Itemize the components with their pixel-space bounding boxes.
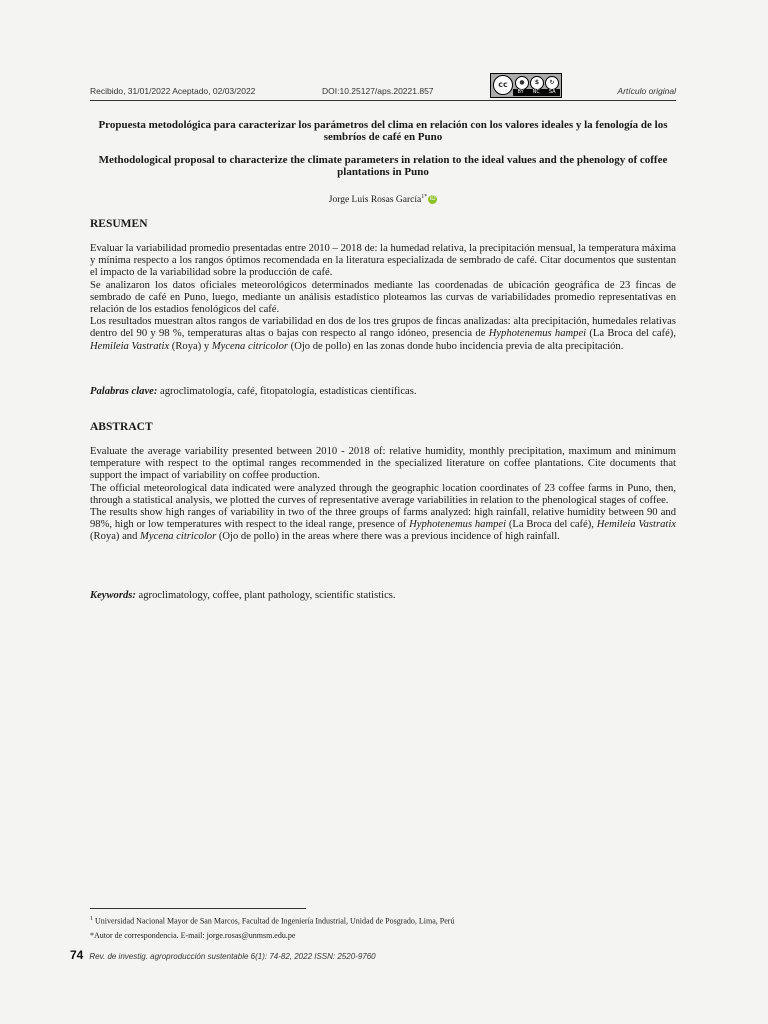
palabras-clave bbox=[90, 386, 676, 397]
palabras-clave-label: Palabras clave: bbox=[90, 386, 158, 397]
abstract-paragraph-1: Evaluate the average variability presented between 2010 - 2018 of: relative humidity, monthly precipitation, maximum and minimum temperature with respect to the optimal ranges recommended in the specialized literature on coffee plantations. Cite documents that support the impact of variability on coffee production. bbox=[90, 446, 676, 482]
resumen-heading: RESUMEN bbox=[90, 218, 148, 230]
license-terms bbox=[513, 89, 560, 96]
abstract-paragraph-2: The official meteorological data indicated were analyzed through the geographic location coordinates of 23 coffee farms in Puno, then, through a statistical analysis, we plotted the curves of representative average variabilities in relation to the phenological stages of coffee. bbox=[90, 482, 676, 506]
resumen-paragraph-3: Los resultados muestran altos rangos de variabilidad en dos de los tres grupos de fincas analizadas: alta precipitación, humedales relativas dentro del 90 y 98 %, temperaturas altas o bajas con respecto al rango idóneo, presencia de Hyphotenemus hampei (La Broca del café), Hemileia Vastratix (Roya) y Mycena citricolor (Ojo de pollo) en las zonas donde hubo incidencia previa de alta precipitación. bbox=[90, 316, 676, 352]
footnote-affiliation: $^1$ Universidad Nacional Mayor de San Marcos, Facultad de Ingeniería Industrial, Unidad de Posgrado, Lima, Perú bbox=[90, 916, 455, 926]
titles bbox=[90, 119, 676, 189]
cc-license-badge[interactable] bbox=[490, 73, 562, 98]
received-accepted-dates: Recibido, 31/01/2022 Aceptado, 02/03/2022 bbox=[90, 86, 256, 96]
footnote-divider bbox=[90, 908, 306, 909]
doi-link[interactable]: DOI:10.25127/aps.20221.857 bbox=[322, 86, 434, 96]
resumen-paragraph-1: Evaluar la variabilidad promedio presentadas entre 2010 – 2018 de: la humedad relativa, la precipitación mensual, la temperatura máxima y mínima respecto a los rangos óptimos recomendada en la literatura especializada de sembrado de café. Citar documentos que sustentan el impacto de la variabilidad sobre la producción de café. bbox=[90, 243, 676, 279]
footnote-correspondence: *Autor de correspondencia. E-mail: jorge.rosas@unmsm.edu.pe bbox=[90, 930, 296, 940]
author-name[interactable]: Jorge Luis Rosas García bbox=[328, 195, 422, 206]
resumen-paragraph-2: Se analizaron los datos oficiales meteorológicos determinados mediante las coordenadas de ubicación geográfica de 23 fincas de sembrado de café en Puno, luego, mediante un análisis estadístico ploteamos las curvas de variabilidades promedio representativas en relación de los estadios fenológicos del café. bbox=[90, 279, 676, 316]
title-english: Methodological proposal to characterize the climate parameters in relation to the ideal values and the phenology of coffee plantations in Puno bbox=[98, 154, 668, 178]
abstract-body bbox=[90, 446, 676, 544]
article-type: Artículo original bbox=[617, 86, 676, 96]
license-term-sa: SA bbox=[548, 89, 556, 95]
license-term-nc: NC bbox=[532, 89, 540, 95]
journal-citation: Rev. de investig. agroproducción sustentable 6(1): 74-82, 2022 ISSN: 2520-9760 bbox=[89, 952, 376, 961]
page-footer bbox=[70, 948, 376, 962]
palabras-clave-values: agroclimatología, café, fitopatología, estadísticas científicas. bbox=[157, 386, 417, 397]
abstract-heading: ABSTRACT bbox=[90, 421, 153, 433]
author-affiliation-mark: 1* bbox=[421, 194, 428, 200]
nc-icon: $ bbox=[530, 76, 544, 90]
abstract-paragraph-3: The results show high ranges of variability in two of the three groups of farms analyzed: high rainfall, relative humidity between 90 and 98%, high or low temperatures with respect to the ideal range, presence of Hyphotenemus hampei (La Broca del café), Hemileia Vastratix (Roya) and Mycena citricolor (Ojo de pollo) in the areas where there was a previous incidence of high rainfall. bbox=[90, 507, 676, 543]
keywords-values: agroclimatology, coffee, plant pathology, scientific statistics. bbox=[135, 590, 396, 601]
title-spanish: Propuesta metodológica para caracterizar los parámetros del clima en relación con los valores ideales y la fenología de los sembríos de café en Puno bbox=[98, 119, 668, 143]
page-number: 74 bbox=[70, 948, 84, 962]
orcid-icon[interactable]: iD bbox=[429, 196, 436, 203]
keywords-label: Keywords: bbox=[90, 590, 136, 601]
sa-icon: ↻ bbox=[545, 76, 559, 90]
by-icon: ● bbox=[515, 76, 529, 90]
license-term-by: BY bbox=[517, 89, 524, 95]
header-bar bbox=[90, 72, 676, 101]
footnotes bbox=[90, 912, 454, 943]
author-line bbox=[90, 194, 676, 205]
resumen-body bbox=[90, 243, 676, 353]
keywords bbox=[90, 590, 676, 601]
cc-icon: cc bbox=[493, 75, 513, 95]
